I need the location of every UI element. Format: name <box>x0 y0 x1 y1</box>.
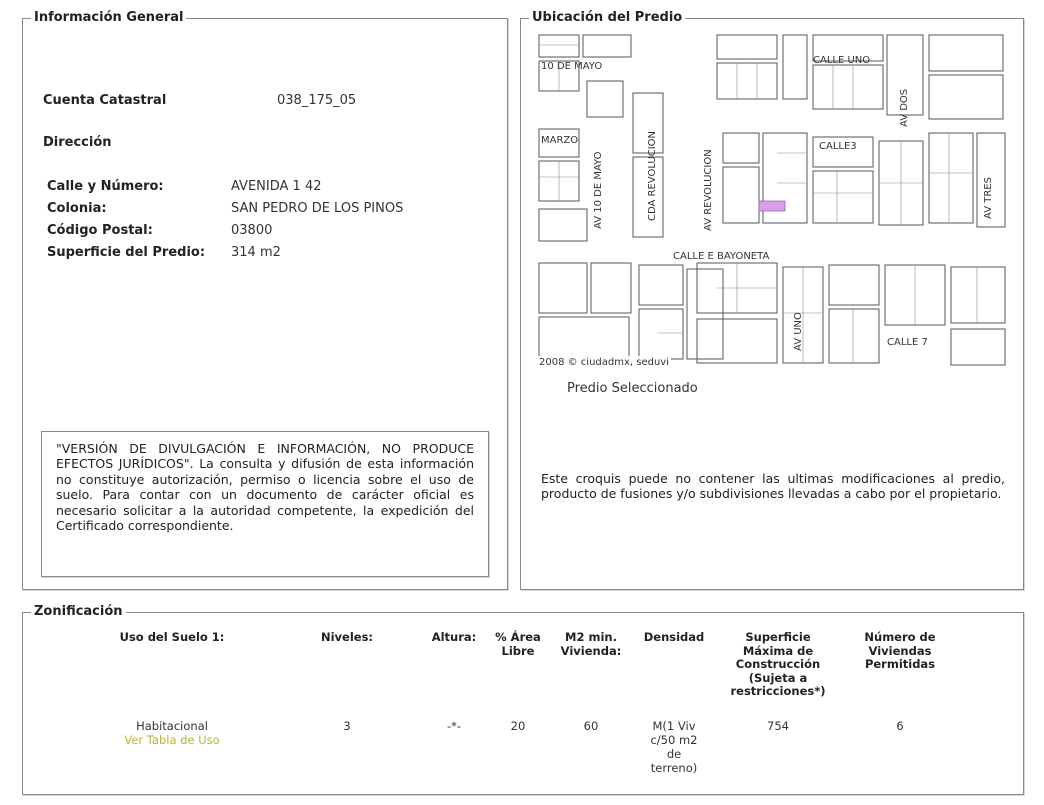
zonificacion-legend: Zonificación <box>31 604 126 619</box>
cell-uso-suelo <box>97 719 247 747</box>
colonia-value: SAN PEDRO DE LOS PINOS <box>231 201 404 216</box>
map-label-av-dos: AV DOS <box>899 88 910 127</box>
location-map[interactable] <box>537 33 1007 373</box>
superficie-predio-value: 314 m2 <box>231 245 281 260</box>
map-drawing <box>537 33 1007 373</box>
ver-tabla-de-uso-link[interactable]: Ver Tabla de Uso <box>124 733 220 747</box>
colonia-label: Colonia: <box>47 201 107 216</box>
predio-seleccionado-label: Predio Seleccionado <box>567 381 698 396</box>
map-label-av-uno: AV UNO <box>793 312 804 351</box>
map-credit: 2008 © ciudadmx, seduvi <box>539 357 670 368</box>
cuenta-catastral-label: Cuenta Catastral <box>43 93 167 108</box>
header-area-libre: % Área Libre <box>495 630 541 658</box>
cell-altura: -*- <box>446 719 462 733</box>
map-label-calle-3: CALLE3 <box>819 141 857 152</box>
cell-area-libre: 20 <box>510 719 526 733</box>
header-niveles: Niveles: <box>320 630 374 644</box>
ubicacion-legend: Ubicación del Predio <box>529 10 685 25</box>
map-label-av-revolucion: AV REVOLUCION <box>703 149 714 231</box>
map-label-calle-7: CALLE 7 <box>887 337 928 348</box>
superficie-predio-label: Superficie del Predio: <box>47 245 206 260</box>
map-label-marzo: MARZO <box>541 135 579 146</box>
info-general-legend: Información General <box>31 10 186 25</box>
map-label-calle-uno: CALLE UNO <box>813 55 871 66</box>
header-altura: Altura: <box>431 630 477 644</box>
cell-numero-viviendas: 6 <box>896 719 904 733</box>
map-label-av-10-de-mayo: AV 10 DE MAYO <box>593 151 604 229</box>
header-superficie-maxima: Superficie Máxima de Construcción (Sujeta a restricciones*) <box>730 630 826 698</box>
map-disclaimer: Este croquis puede no contener las ultimas modificaciones al predio, producto de fusiones y/o subdivisiones llevadas a cabo por el propietario. <box>541 471 1005 502</box>
direccion-label: Dirección <box>43 135 112 150</box>
header-m2-min-vivienda: M2 min. Vivienda: <box>560 630 622 658</box>
predio-highlight <box>759 201 785 211</box>
info-general-panel <box>22 10 508 590</box>
map-label-cda-revolucion: CDA REVOLUCION <box>647 130 658 221</box>
zonificacion-panel <box>22 604 1024 795</box>
cell-m2-min: 60 <box>583 719 599 733</box>
header-numero-viviendas: Número de Viviendas Permitidas <box>864 630 936 671</box>
calle-numero-label: Calle y Número: <box>47 179 164 194</box>
uso-suelo-value: Habitacional <box>136 719 208 733</box>
calle-numero-value: AVENIDA 1 42 <box>231 179 322 194</box>
ubicacion-panel <box>520 10 1024 590</box>
codigo-postal-value: 03800 <box>231 223 273 238</box>
map-label-calle-bayoneta: CALLE E BAYONETA <box>673 251 770 262</box>
disclaimer-box: "VERSIÓN DE DIVULGACIÓN E INFORMACIÓN, NO PRODUCE EFECTOS JURÍDICOS". La consulta y difusión de esta información no constituye autorización, permiso o licencia sobre el uso de suelo. Para contar con un documento de carácter oficial es necesario solicitar a la autoridad competente, la expedición del Certificado correspondiente. <box>41 431 489 577</box>
cell-densidad: M(1 Viv c/50 m2 de terreno) <box>650 719 698 775</box>
map-label-10-de-mayo: 10 DE MAYO <box>541 61 603 72</box>
header-densidad: Densidad <box>643 630 705 644</box>
cuenta-catastral-value: 038_175_05 <box>277 93 357 108</box>
codigo-postal-label: Código Postal: <box>47 223 153 238</box>
cell-niveles: 3 <box>343 719 351 733</box>
map-label-av-tres: AV TRES <box>983 177 994 219</box>
cell-superficie-maxima: 754 <box>767 719 789 733</box>
header-uso-suelo: Uso del Suelo 1: <box>119 630 225 644</box>
